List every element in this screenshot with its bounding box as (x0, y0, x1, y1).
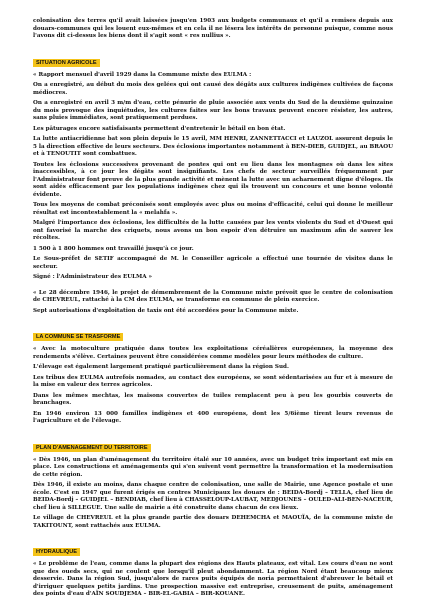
paragraph: Sept autorisations d'exploitation de taxis ont été accordées pour la Commune mixte. (33, 307, 299, 314)
paragraph: La lutte antiacridienne bat son plein depuis le 15 avril, MM HENRI, ZANNETTACCI et LAUZOL assurent depuis le 5 la direction effective de leurs secteurs. Des éclosions importantes notamment à BEN-DIEB, GUIDJEL, au BRAOU et à TENOUTIT sont combattues. (33, 136, 394, 157)
paragraph: « Dès 1946, un plan d'aménagement du territoire étalé sur 10 années, avec un budget très important est mis en place. Les constructions et aménagements qui s'en suivent vont permettre la transformation et la modernisation de cette région. (33, 456, 393, 478)
signature-line: Signé : l'Administrateur des EULMA » (33, 274, 153, 280)
paragraph: Le Sous-préfet de SETIF accompagné de M. le Conseiller agricole a effectué une tournée de visites dans le secteur. (33, 256, 393, 270)
intro-paragraph: colonisation des terres qu'il avait laissées jusqu'en 1903 aux budgets communaux et qu'il a remises depuis aux douars-communes qui les louent eux-mêmes et en cela il ne lésera les intérêts de personne puisque, comme nous l'avons dit ci-dessus les biens dont il s'agit sont « res nullius ». (33, 18, 393, 39)
paragraph: « Avec la motoculture pratiquée dans toutes les exploitations céréalières européennes, la moyenne des rendements s'élève. Certaines peuvent être considérées comme modèles pour leurs méthodes de culture. (33, 346, 393, 360)
text-column (33, 18, 393, 600)
paragraph: « Le problème de l'eau, comme dans la plupart des régions des Hauts plateaux, est vital. Les cours d'eau ne sont que des oueds secs, qui ne coulent que lorsqu'il pleut abondamment. La région Nord étant beaucoup mieux desservie. Dans la région Sud, jusqu'alors de rares puits équipés de noria permettaient d'abreuver le bétail et d'irriguer quelques petits jardins. Une prospection massive est entreprise, creusement de puits, aménagement des points d'eau d'AÏN SOUDJEMA – BIR-EL-GABIA – BIR-KOUANE. (33, 561, 393, 597)
section-heading-hydraulique: HYDRAULIQUE (33, 548, 80, 556)
paragraph: L'élevage est également largement pratiqué particulièrement dans la région Sud. (33, 364, 289, 370)
section-heading-commune-transforme: LA COMMUNE SE TRASFORME (33, 333, 123, 341)
paragraph: Les pâturages encore satisfaisants permettent d'entretenir le bétail en bon état. (33, 125, 286, 132)
paragraph: Dans les mêmes mechtas, les maisons couvertes de tuiles remplacent peu à peu les gourbis couverts de branchages. (33, 392, 393, 406)
paragraph: « Rapport mensuel d'avril 1929 dans la Commune mixte des EULMA : (33, 71, 252, 78)
section-heading-situation-agricole: SITUATION AGRICOLE (33, 59, 100, 67)
paragraph: On a enregistré, au début du mois des gelées qui ont causé des dégâts aux cultures indigènes cultivées de façons médiocres. (33, 82, 393, 96)
paragraph: On a enregistré en avril 3 m/m d'eau, cette pénurie de pluie associée aux vents du Sud de la deuxième quinzaine du mois provoque des inquiétudes, les cultures faites sur les bons travaux peuvent encore résister, les autres, sans pluies immédiates, sont pratiquement perdues. (33, 100, 393, 121)
paragraph: Dès 1946, il existe au moins, dans chaque centre de colonisation, une salle de Mairie, une Agence postale et une école. C'est en 1947 que furent érigés en centres Municipaux les douars de : BEIDA-Bordj – TELLA, chef lieu de BEIDA-Bordj – GUIDJEL – BENDIAB, chef lieu à CHASSELOUP-LAUBAT, MEDJOUNES – OULED-ALI-BEN-NACEUR, chef lieu à SILLEGUE. Une salle de mairie a été construite dans chacun de ces lieux. (33, 482, 393, 511)
paragraph: Toutes les éclosions successives provenant de pontes qui ont eu lieu dans les montagnes où dans les sites inaccessibles, à ce jour les dégâts sont insignifiants. Les chefs de secteur surveillés fréquemment par l'Administrateur font preuve de la plus grande activité et mènent la lutte avec un acharnement digne d'éloges. Ils sont aidés efficacement par les populations indigènes chez qui ils trouvent un concours et une bonne volonté évidente. (33, 161, 393, 198)
paragraph: « Le 28 décembre 1946, le projet de démembrement de la Commune mixte prévoit que le centre de colonisation de CHEVREUL, rattaché à la CM des EULMA, se transforme en commune de plein exercice. (33, 289, 393, 303)
paragraph: Tous les moyens de combat préconisés sont employés avec plus ou moins d'efficacité, celui qui donne le meilleur résultat est incontestablement la « melahfa ». (33, 202, 393, 216)
paragraph: Les tribus des EULMA autrefois nomades, au contact des européens, se sont sédentarisées au fur et à mesure de la mise en valeur des terres agricoles. (33, 374, 393, 388)
paragraph: Malgré l'importance des éclosions, les difficultés de la lutte causées par les vents violents du Sud et d'Ouest qui ont favorisé la marche des criquets, nous avons un bon espoir d'en détruire un maximum afin de sauver les récoltes. (33, 220, 393, 241)
paragraph: Le village de CHEVREUL et la plus grande partie des douars DEHEMCHA et MAOUÏA, de la commune mixte de TAKITOUNT, sont rattachés aux EULMA. (33, 515, 393, 529)
section-heading-plan-amenagement: PLAN D'AMENAGEMENT DU TERRITOIRE (33, 444, 151, 452)
paragraph: 1 500 à 1 800 hommes ont travaillé jusqu'à ce jour. (33, 245, 194, 252)
paragraph: En 1946 environ 13 000 familles indigènes et 400 européens, dont les 5/6ième tirent leurs revenus de l'agriculture et de l'élevage. (33, 410, 393, 424)
